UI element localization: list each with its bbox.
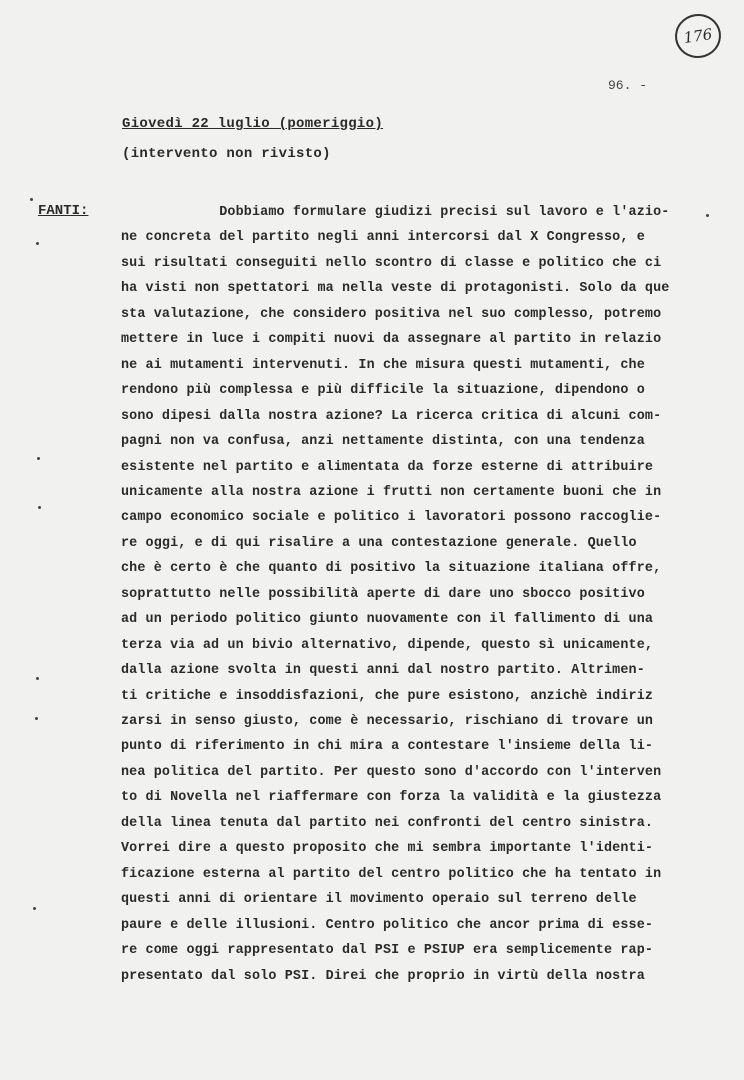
text-line: rendono più complessa e più difficile la situazione, dipendono o bbox=[121, 383, 645, 399]
text-line: ha visti non spettatori ma nella veste di protagonisti. Solo da que bbox=[121, 281, 670, 297]
margin-mark bbox=[706, 214, 709, 217]
margin-mark bbox=[36, 677, 39, 680]
margin-mark bbox=[33, 907, 36, 910]
text-line: soprattutto nelle possibilità aperte di dare uno sbocco positivo bbox=[121, 586, 645, 602]
text-line: che è certo è che quanto di positivo la situazione italiana offre, bbox=[121, 561, 662, 577]
margin-mark bbox=[36, 242, 39, 245]
text-line: ti critiche e insoddisfazioni, che pure esistono, anzichè indiriz bbox=[121, 688, 654, 704]
margin-mark bbox=[38, 506, 41, 509]
text-line: punto di riferimento in chi mira a contestare l'insieme della li- bbox=[121, 739, 654, 755]
archive-stamp: 176 bbox=[672, 11, 724, 61]
text-line: paure e delle illusioni. Centro politico che ancor prima di esse- bbox=[121, 917, 654, 933]
session-date: Giovedì 22 luglio (pomeriggio) bbox=[122, 116, 384, 132]
text-line: re come oggi rappresentato dal PSI e PSIUP era semplicemente rap- bbox=[121, 943, 654, 959]
text-line: ficazione esterna al partito del centro politico che ha tentato in bbox=[121, 866, 662, 882]
text-line: questi anni di orientare il movimento operaio sul terreno delle bbox=[121, 892, 637, 908]
page-number: 96. - bbox=[608, 78, 648, 93]
text-line: ne ai mutamenti intervenuti. In che misura questi mutamenti, che bbox=[121, 357, 645, 373]
text-line: zarsi in senso giusto, come è necessario, rischiano di trovare un bbox=[121, 714, 654, 729]
text-line: unicamente alla nostra azione i frutti non certamente buoni che in bbox=[121, 484, 662, 500]
text-line: ne concreta del partito negli anni intercorsi dal X Congresso, e bbox=[121, 230, 645, 246]
text-line: sui risultati conseguiti nello scontro di classe e politico che ci bbox=[121, 255, 662, 271]
text-line: re oggi, e di qui risalire a una contestazione generale. Quello bbox=[121, 535, 637, 551]
text-line: sta valutazione, che considero positiva nel suo complesso, potremo bbox=[121, 306, 662, 322]
text-line: dalla azione svolta in questi anni dal nostro partito. Altrimen- bbox=[121, 663, 645, 679]
margin-mark bbox=[30, 198, 33, 201]
text-line: mettere in luce i compiti nuovi da assegnare al partito in relazio bbox=[121, 332, 662, 348]
text-line: campo economico sociale e politico i lavoratori possono raccoglie- bbox=[121, 510, 662, 526]
speaker-name: FANTI: bbox=[38, 203, 89, 219]
text-line: terza via ad un bivio alternativo, dipende, questo sì unicamente, bbox=[121, 637, 654, 653]
text-line: to di Novella nel riaffermare con forza la validità e la giustezza bbox=[121, 790, 662, 806]
text-line: sono dipesi dalla nostra azione? La ricerca critica di alcuni com- bbox=[121, 408, 662, 424]
text-line: presentato dal solo PSI. Direi che proprio in virtù della nostra bbox=[121, 968, 645, 984]
text-line: nea politica del partito. Per questo sono d'accordo con l'interven bbox=[121, 764, 662, 780]
margin-mark bbox=[35, 717, 38, 720]
margin-mark bbox=[37, 457, 40, 460]
text-line: Vorrei dire a questo proposito che mi sembra importante l'identi- bbox=[121, 841, 654, 857]
text-line: Dobbiamo formulare giudizi precisi sul lavoro e l'azio- bbox=[121, 205, 670, 220]
text-line: della linea tenuta dal partito nei confronti del centro sinistra. bbox=[121, 815, 654, 831]
text-line: esistente nel partito e alimentata da forze esterne di attribuire bbox=[121, 459, 654, 475]
text-line: pagni non va confusa, anzi nettamente distinta, con una tendenza bbox=[121, 434, 645, 450]
session-note: (intervento non rivisto) bbox=[122, 146, 331, 162]
text-line: ad un periodo politico giunto nuovamente con il fallimento di una bbox=[121, 612, 654, 628]
